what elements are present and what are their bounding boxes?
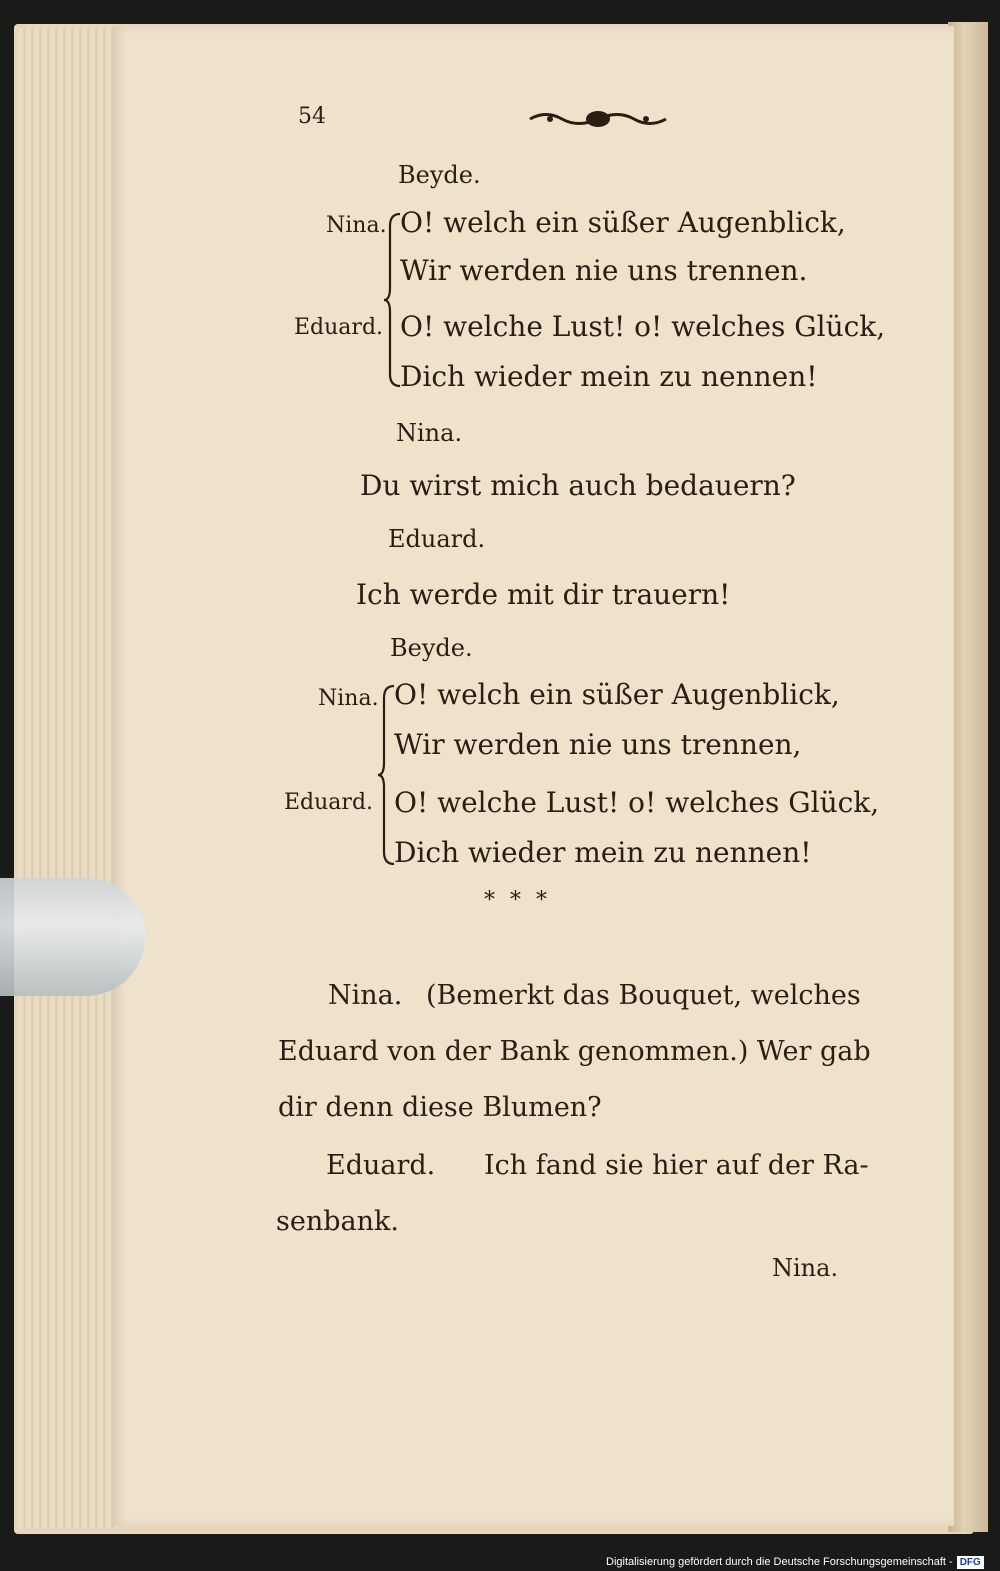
song1-line-3: O! welche Lust! o! welches Glück,: [400, 310, 886, 343]
song2-line-3: O! welche Lust! o! welches Glück,: [394, 786, 880, 819]
prose-line-2: Eduard von der Bank genommen.) Wer gab: [278, 1036, 871, 1067]
song2-line-4: Dich wieder mein zu nennen!: [394, 836, 812, 869]
prose-stage-direction: (Bemerkt das Bouquet, welches: [426, 980, 861, 1011]
prose-nina-label: Nina.: [328, 980, 403, 1011]
song2-brace-icon: [376, 684, 396, 866]
book-page-edges: [18, 28, 118, 1528]
song1-heading: Beyde.: [398, 161, 481, 189]
song2-speaker-eduard: Eduard.: [284, 790, 374, 815]
footer-text: Digitalisierung gefördert durch die Deutsche Forschungsgemeinschaft -: [606, 1556, 953, 1568]
eduard-speaker-label: Eduard.: [388, 525, 486, 553]
nina-speaker-label: Nina.: [396, 419, 463, 447]
song2-line-1: O! welch ein süßer Augenblick,: [394, 678, 840, 711]
song1-line-1: O! welch ein süßer Augenblick,: [400, 206, 846, 239]
footer-credit: [606, 1554, 984, 1570]
catchword: Nina.: [772, 1254, 839, 1282]
nina-dialogue-line: Du wirst mich auch bedauern?: [360, 469, 796, 502]
page-number: 54: [298, 104, 326, 129]
ornament-icon: [526, 106, 670, 132]
dfg-logo: DFG: [957, 1556, 984, 1569]
song1-line-2: Wir werden nie uns trennen.: [400, 254, 808, 287]
song2-line-2: Wir werden nie uns trennen,: [394, 728, 802, 761]
prose-line-4: Ich fand sie hier auf der Ra-: [484, 1150, 869, 1181]
song1-brace-icon: [382, 212, 402, 388]
book-page: [112, 26, 954, 1526]
facing-page-edge: [948, 22, 988, 1532]
song1-speaker-eduard: Eduard.: [294, 315, 384, 340]
song2-heading: Beyde.: [390, 634, 473, 662]
eduard-dialogue-line: Ich werde mit dir trauern!: [356, 578, 731, 611]
song1-line-4: Dich wieder mein zu nennen!: [400, 360, 818, 393]
page-clip: [0, 878, 145, 996]
song2-speaker-nina: Nina.: [318, 686, 379, 711]
prose-eduard-label: Eduard.: [326, 1150, 436, 1181]
song1-speaker-nina: Nina.: [326, 213, 387, 238]
prose-line-3: dir denn diese Blumen?: [278, 1092, 602, 1123]
prose-line-5: senbank.: [276, 1206, 399, 1237]
section-separator: * * *: [484, 888, 551, 913]
